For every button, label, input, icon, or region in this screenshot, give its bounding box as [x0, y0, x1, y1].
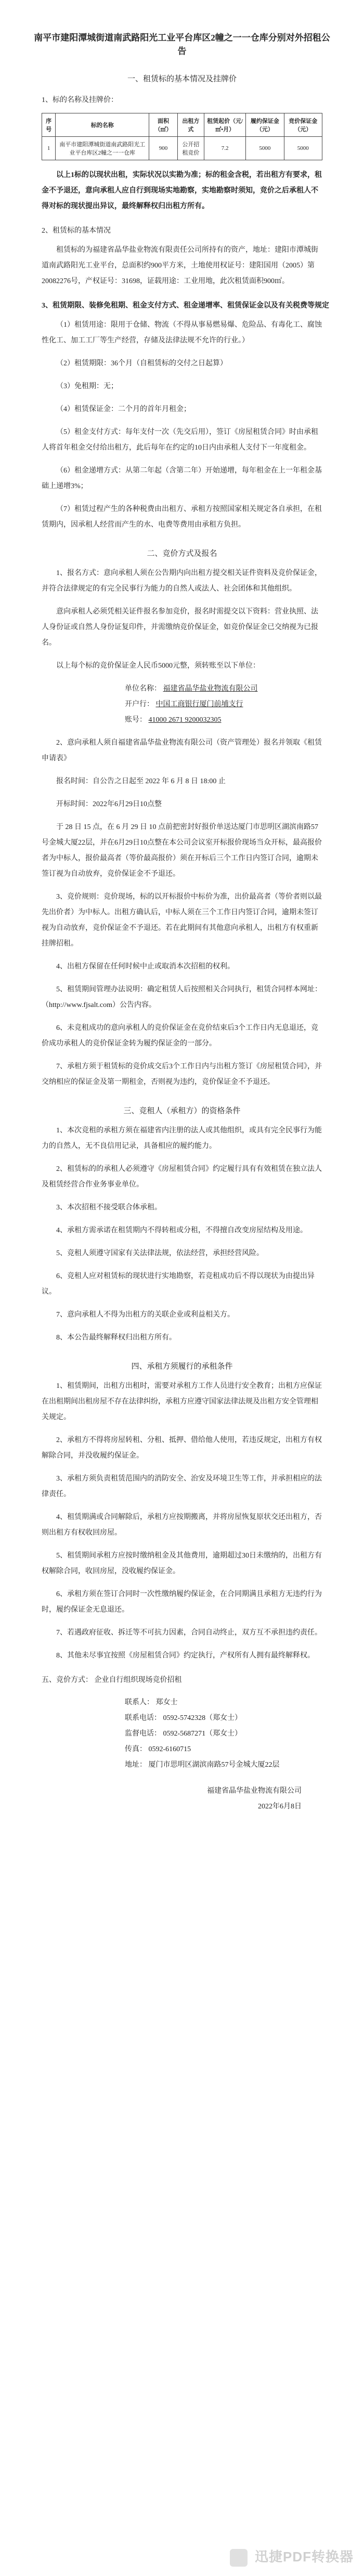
phone-line: [125, 1711, 364, 1726]
fax-line: [125, 1742, 364, 1757]
contact-label: 联系人：: [125, 1699, 154, 1706]
section-3-heading: 三、竞租人（承租方）的资格条件: [123, 1107, 241, 1115]
req-1: 1、租赁期间，出租方出租时，需要对承租方工作人员进行安全教育；出租方应保证在出租期间出租房屋不存在法律纠纷，承租方应遵守国家法律法规及出租方安全管理相关规定。: [42, 1382, 322, 1421]
reg-time: 报名时间：自公告之日起至 2022 年 6 月 8 日 18:00 止: [56, 777, 226, 785]
reg-method: 1、报名方式：意向承租人须在公告期内向出租方提交相关证件资料及竞价保证金，并符合法律规定的有完全民事行为能力的自然人或法人、社会团体和其他组织。: [42, 569, 322, 593]
qual-4: 4、承租方需承诺在租赁期内不得转租或分租，不得擅自改变房屋结构及用途。: [56, 1227, 307, 1234]
phone-label: 联系电话：: [125, 1714, 161, 1722]
cond-5: 7、承租方须于租赁标的竞价成交后3个工作日内与出租方签订《房屋租赁合同》，并交纳相应的保证金及第一期租金，否则视为违约，竞价保证金不予退还。: [42, 1063, 322, 1086]
qual-8: 8、本公告最终解释权归出租方所有。: [56, 1334, 176, 1342]
qual-6: 6、竞租人应对租赁标的现状进行实地勘察，若竞租成功后不得以现状为由提出异议。: [42, 1272, 315, 1296]
table-cell: 1: [42, 137, 56, 160]
phone-value: 0592-5742328（郑女士）: [163, 1714, 242, 1722]
table-cell: 5000: [246, 137, 284, 160]
table-header: 租赁起价（元/㎡•月）: [204, 113, 246, 137]
contact-value: 郑女士: [155, 1699, 178, 1706]
term-increase: （6）租金递增方式：从第二年起（含第二年）开始递增，每年租金在上一年租金基础上递增3%；: [42, 467, 322, 490]
basic-info: 租赁标的为福建省晶华盐业物流有限责任公司所持有的资产，地址：建阳市潭城街道南武路阳光工业平台，总面积约900平方米，土地使用权证号：建阳国用（2005）第20082276号，产权证号：31698，证载用途：工业用地，此次租赁面积900㎡。: [42, 246, 318, 285]
watermark-text: 迅捷PDF转换器: [254, 2548, 354, 2565]
term-payment: （5）租金支付方式：每年支付一次（先交后用），签订《房屋租赁合同》时由承租人将首年租金交付给出租方，此后每年在约定的10日内由承租人支付下一年度租金。: [42, 428, 318, 452]
rental-table: [42, 113, 322, 160]
signer: 福建省晶华盐业物流有限公司: [207, 1787, 302, 1795]
watermark: [230, 2546, 354, 2567]
reg-apply: 2、意向承租人须自福建省晶华盐业物流有限公司（资产管理处）报名并领取《租赁申请表》: [42, 739, 322, 762]
sub-3-heading: 3、租赁期限、装修免租期、租金支付方式、租金递增率、租赁保证金以及有关税费等规定: [42, 302, 329, 310]
qual-3: 3、本次招租不接受联合体承租。: [56, 1204, 162, 1212]
address-label: 地址：: [125, 1761, 147, 1769]
qual-5: 5、竞租人须遵守国家有关法律法规，依法经营，承担经营风险。: [56, 1249, 264, 1257]
term-period: （2）租赁期限：36个月（自租赁标的交付之日起算）: [56, 360, 227, 367]
cond-1: 3、竞价规则：竞价现场，标的以开标报价中标价为准，出价最高者（等价者则以最先出价者）为中标人。出租方确认后，中标人须在三个工作日内签订合同，逾期未签订视为自动放弃，竞价保证金不予退还。若在此期间有其他意向承租人，出租方有权重新挂牌招租。: [42, 893, 322, 948]
req-5: 5、租赁期间承租方应按时缴纳租金及其他费用，逾期超过30日未缴纳的，出租方有权解除合同，收回房屋，没收履约保证金。: [42, 1552, 322, 1575]
open-detail: 于 28 日 15 点，在 6 月 29 日 10 点前把密封好报价单送达厦门市思明区湖滨南路57号金城大厦22层，并在6月29日10点整在本公司会议室开标报价现场当众开标，最高报价者为中标人，报价最高者（等价最高报价）须在开标后三个工作日内签订合同，逾期未签订视为自动放弃，竞价保证金不予退还。: [42, 823, 322, 878]
fax-value: 0592-6160715: [148, 1745, 191, 1753]
table-header: 履约保证金（元）: [246, 113, 284, 137]
bank-acct-label: 开户行：: [125, 700, 154, 708]
pdf-converter-icon: [230, 2549, 248, 2567]
cond-4: 6、未竞租成功的意向承租人的竞价保证金在竞价结束后3个工作日内无息退还，竞价成功承租人的竞价保证金转为履约保证金的一部分。: [42, 1024, 318, 1048]
sub-2-heading: 2、租赁标的基本情况: [42, 227, 111, 235]
table-cell: 7.2: [204, 137, 246, 160]
qual-1: 1、本次竞租的承租方须在福建省内注册的法人或其他组织，或具有完全民事行为能力的自然人，无不良信用记录，具备相应的履约能力。: [42, 1127, 322, 1150]
contact-line: [125, 1695, 364, 1711]
address-line: [125, 1757, 364, 1773]
monitor-value: 0592-5687271（郑女士）: [163, 1730, 242, 1738]
req-3: 3、承租方须负责租赁范围内的消防安全、治安及环境卫生等工作，并承担相应的法律责任。: [42, 1475, 322, 1498]
table-header: 竞价保证金（元）: [284, 113, 322, 137]
bank-acct-line: [125, 697, 364, 712]
fax-label: 传真：: [125, 1745, 147, 1753]
bank-name: 福建省晶华盐业物流有限公司: [163, 685, 258, 693]
cond-2: 4、出租方保留在任何时候中止或取消本次招租的权利。: [56, 963, 235, 971]
open-time: 开标时间：2022年6月29日10点整: [56, 800, 162, 808]
qual-7: 7、意向承租人不得为出租方的关联企业或利益相关方。: [56, 1311, 235, 1319]
req-6: 6、承租方须在签订合同时一次性缴纳履约保证金，在合同期满且承租方无违约行为时，履约保证金无息退还。: [42, 1590, 322, 1614]
bank-name-line: [125, 681, 364, 697]
term-free: （3）免租期：无；: [56, 382, 118, 390]
sign-date: 2022年6月8日: [258, 1803, 302, 1810]
bank-no-line: [125, 712, 364, 728]
req-2: 2、承租方不得将房屋转租、分租、抵押、借给他人使用，若违反规定，出租方有权解除合同，并没收履约保证金。: [42, 1436, 322, 1460]
table-note: 以上1标的以现状出租，实际状况以实勘为准；标的租金含税，若出租方有要求，租金不予退还，意向承租人应自行到现场实地勘察，实地勘察时须知，竞价之后承租人不得对标的现状提出异议，最终解释权归出租方所有。: [42, 171, 322, 210]
table-header: 标的名称: [56, 113, 149, 137]
table-header: 面积（㎡）: [149, 113, 178, 137]
qual-2: 2、租赁标的的承租人必须遵守《房屋租赁合同》约定履行具有有效租赁在独立法人及租赁经营合作业务事业单位。: [42, 1165, 322, 1189]
table-cell: 南平市建阳潭城街道南武路阳光工业平台库区2幢之一一仓库: [56, 137, 149, 160]
doc-title: 南平市建阳潭城街道南武路阳光工业平台库区2幢之一一仓库分别对外招租公告: [34, 33, 330, 56]
req-4: 4、租赁期满或合同解除后，承租方应按期搬离，并将房屋恢复原状交还出租方，否则出租方有权收回房屋。: [42, 1513, 322, 1537]
monitor-label: 监督电话：: [125, 1730, 161, 1738]
bank-no-label: 账号：: [125, 716, 147, 724]
table-header-row: [42, 113, 322, 137]
section-5-text: 企业自行组织现场竞价招租: [94, 1676, 182, 1684]
sub-1-heading: 1、标的名称及挂牌价：: [42, 96, 118, 104]
section-5-heading: [0, 1674, 364, 1685]
table-cell: 公开招租竞价: [177, 137, 204, 160]
table-cell: 5000: [284, 137, 322, 160]
reg-bond: 以上每个标的竞价保证金人民币5000元整，须转账至以下单位：: [56, 662, 260, 670]
bank-info: [0, 681, 364, 728]
cond-3: 5、租赁期间管理办法说明：确定租赁人后按照相关合同执行，租赁合同样本网址：（http://www.fjsalt.com）公告内容。: [42, 986, 322, 1009]
section-1-heading: 一、租赁标的基本情况及挂牌价: [127, 75, 237, 83]
term-usage: （1）租赁用途：限用于仓储、物流（不得从事易燃易爆、危险品、有毒化工、腐蚀性化工、加工工厂等生产经营，存储及法律法规不允许的行业。）: [42, 321, 322, 345]
table-header: 出租方式: [177, 113, 204, 137]
bank-no: 41000 2671 9200032305: [148, 716, 222, 724]
req-8: 8、其他未尽事宜按照《房屋租赁合同》约定执行，产权所有人拥有最终解释权。: [56, 1652, 315, 1660]
term-deposit: （4）租赁保证金：二个月的首年月租金；: [56, 405, 191, 413]
address-value: 厦门市思明区湖滨南路57号金城大厦22层: [148, 1761, 280, 1769]
bank-acct: 中国工商银行厦门前埔支行: [155, 700, 243, 708]
table-row: [42, 137, 322, 160]
contact-info: [0, 1695, 364, 1773]
reg-docs: 意向承租人必须凭相关证件报名参加竞价，报名时需提交以下资料：营业执照、法人身份证或自然人身份证复印件，并需缴纳竞价保证金，如竞价保证金已交纳视为已报名。: [42, 608, 318, 647]
section-4-heading: 四、承租方须履行的承租条件: [131, 1362, 233, 1371]
bank-name-label: 单位名称：: [125, 685, 161, 693]
req-7: 7、若遇政府征收、拆迁等不可抗力因素，合同自动终止，双方互不承担违约责任。: [56, 1629, 322, 1637]
section-2-heading: 二、竞价方式及报名: [147, 550, 217, 558]
term-tax: （7）租赁过程产生的各种税费由出租方、承租方按照国家相关规定各自承担，在租赁期内，因承租人经营而产生的水、电费等费用由承租方负担。: [42, 505, 322, 529]
table-cell: 900: [149, 137, 178, 160]
monitor-line: [125, 1726, 364, 1742]
section-5-label: 五、竞价方式：: [42, 1676, 93, 1684]
table-header: 序号: [42, 113, 56, 137]
